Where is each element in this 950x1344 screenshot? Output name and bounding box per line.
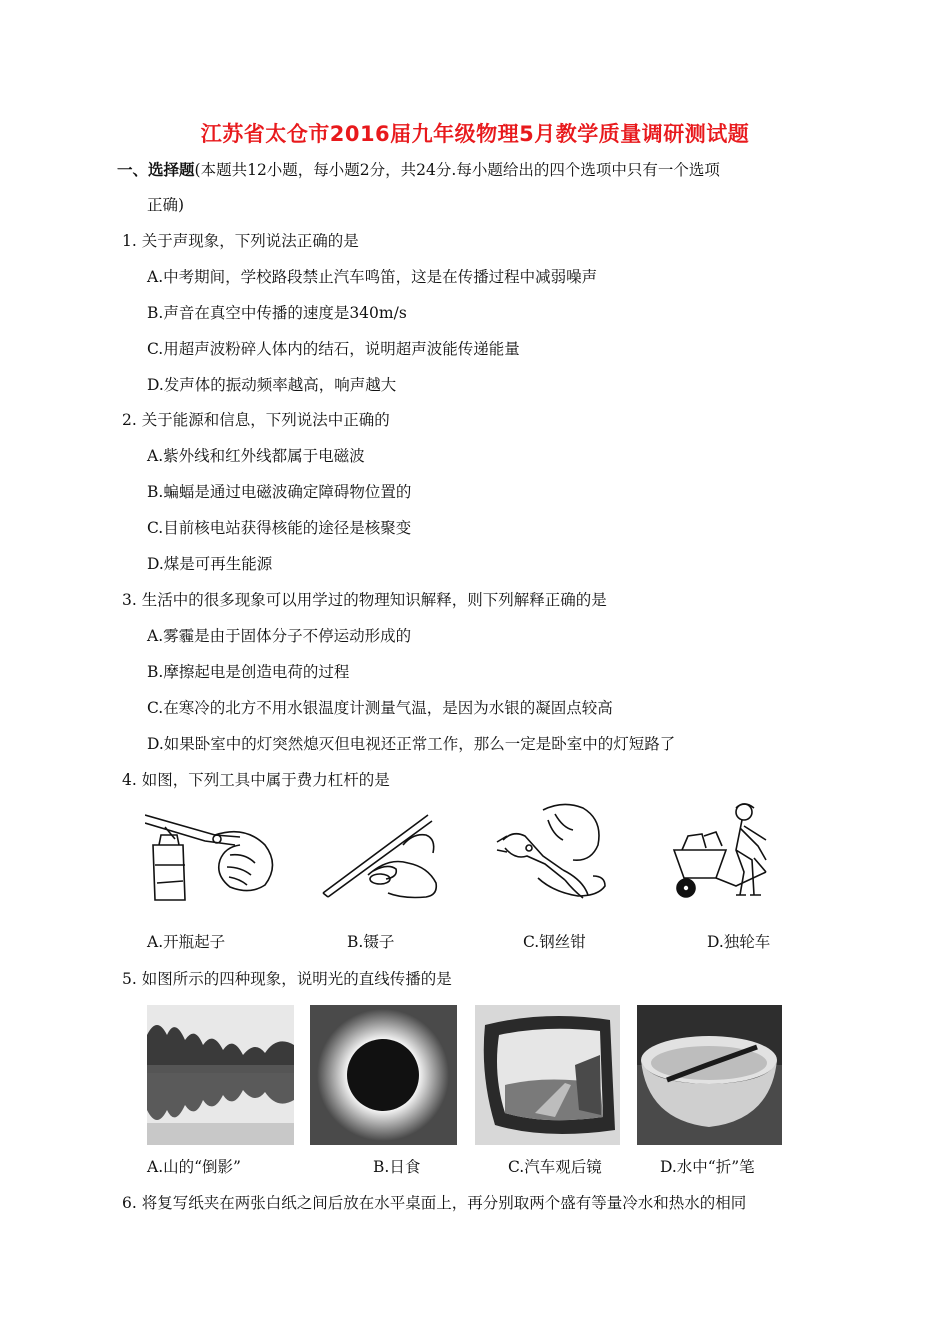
bent-pencil-in-water-image [637, 1005, 782, 1145]
caption-b: B.镊子 [347, 933, 395, 951]
option-a: A.紫外线和红外线都属于电磁波 [147, 447, 365, 465]
option-a: A.雾霾是由于固体分子不停运动形成的 [147, 627, 412, 645]
caption-d: D.水中“折”笔 [660, 1158, 755, 1176]
bottle-opener-figure [145, 805, 285, 905]
caption-a: A.开瓶起子 [147, 933, 226, 951]
option-b: B.摩擦起电是创造电荷的过程 [147, 663, 350, 681]
question-stem: 6. 将复写纸夹在两张白纸之间后放在水平桌面上，再分别取两个盛有等量冷水和热水的相同 [122, 1194, 747, 1212]
caption-a: A.山的“倒影” [147, 1158, 241, 1176]
option-d: D.煤是可再生能源 [147, 555, 273, 573]
caption-b: B.日食 [373, 1158, 421, 1176]
option-c: C.在寒冷的北方不用水银温度计测量气温，是因为水银的凝固点较高 [147, 699, 613, 717]
page-title: 江苏省太仓市2016届九年级物理5月教学质量调研测试题 [200, 122, 750, 146]
question-stem: 5. 如图所示的四种现象，说明光的直线传播的是 [122, 970, 452, 988]
option-c: C.用超声波粉碎人体内的结石，说明超声波能传递能量 [147, 340, 520, 358]
caption-c: C.钢丝钳 [523, 933, 586, 951]
section-header [117, 158, 720, 180]
tweezers-figure [318, 805, 443, 900]
section-description-cont: 正确) [147, 196, 185, 214]
option-c: C.目前核电站获得核能的途径是核聚变 [147, 519, 412, 537]
caption-d: D.独轮车 [707, 933, 771, 951]
mountain-reflection-image [147, 1005, 294, 1145]
section-number: 一、 [117, 161, 149, 179]
question-stem: 4. 如图，下列工具中属于费力杠杆的是 [122, 771, 390, 789]
wheelbarrow-figure [666, 800, 791, 900]
option-a: A.中考期间，学校路段禁止汽车鸣笛，这是在传播过程中减弱噪声 [147, 268, 598, 286]
question-stem: 3. 生活中的很多现象可以用学过的物理知识解释，则下列解释正确的是 [122, 591, 607, 609]
caption-c: C.汽车观后镜 [508, 1158, 602, 1176]
rearview-mirror-image [475, 1005, 620, 1145]
option-b: B.声音在真空中传播的速度是340m/s [147, 304, 407, 322]
question-stem: 1. 关于声现象，下列说法正确的是 [122, 232, 359, 250]
option-b: B.蝙蝠是通过电磁波确定障碍物位置的 [147, 483, 412, 501]
option-d: D.发声体的振动频率越高，响声越大 [147, 376, 397, 394]
section-name: 选择题 [148, 161, 195, 179]
solar-eclipse-image [310, 1005, 457, 1145]
wire-pliers-figure [493, 800, 611, 900]
question-stem: 2. 关于能源和信息，下列说法中正确的 [122, 411, 390, 429]
option-d: D.如果卧室中的灯突然熄灭但电视还正常工作，那么一定是卧室中的灯短路了 [147, 735, 676, 753]
section-description: (本题共12小题，每小题2分，共24分.每小题给出的四个选项中只有一个选项 [194, 161, 720, 179]
